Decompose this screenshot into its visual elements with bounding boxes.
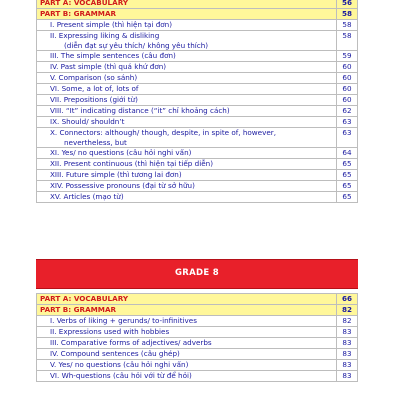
- entry-title: VII. Prepositions (giới từ): [50, 95, 138, 104]
- part-title: PART A: VOCABULARY: [40, 0, 129, 7]
- page-number: 63: [337, 117, 358, 128]
- toc-entry-cell: [37, 170, 337, 181]
- toc-entry-cell: [37, 192, 337, 203]
- entry-title: XIV. Possessive pronouns (đại từ sở hữu): [50, 181, 195, 190]
- page-number: 60: [337, 84, 358, 95]
- toc-entry-cell: [37, 316, 337, 327]
- toc-entry-cell: [37, 181, 337, 192]
- toc-entry-row: [37, 159, 358, 170]
- page-number: 64: [337, 148, 358, 159]
- toc-entry-cell: [37, 371, 337, 382]
- toc-entry-cell: [37, 31, 337, 51]
- toc-entry-cell: [37, 117, 337, 128]
- toc-entry-row: [37, 84, 358, 95]
- entry-title: I. Present simple (thì hiện tại đơn): [50, 20, 173, 29]
- page-number: 65: [337, 192, 358, 203]
- page-number: 56: [337, 0, 358, 9]
- page-number: 58: [337, 9, 358, 20]
- toc-entry-row: [37, 349, 358, 360]
- toc-entry-cell: [37, 294, 337, 305]
- page-number: 82: [337, 316, 358, 327]
- toc-entry-cell: [37, 95, 337, 106]
- toc-entry-row: [37, 170, 358, 181]
- toc-entry-row: [37, 20, 358, 31]
- entry-title: I. Verbs of liking + gerunds/ to-infinitives: [50, 316, 197, 325]
- toc-entry-cell: [37, 305, 337, 316]
- page-number: 83: [337, 338, 358, 349]
- page-number: 58: [337, 31, 358, 51]
- entry-subtitle: nevertheless, but: [64, 137, 127, 147]
- entry-subtitle: (diễn đạt sự yêu thích/ không yêu thích): [64, 40, 209, 50]
- page-number: 58: [337, 20, 358, 31]
- entry-title: XIII. Future simple (thì tương lai đơn): [50, 170, 182, 179]
- entry-title: V. Yes/ no questions (câu hỏi nghi vấn): [50, 360, 189, 369]
- page-number: 65: [337, 159, 358, 170]
- toc-entry-row: [37, 106, 358, 117]
- toc-table-grade-8: [36, 293, 358, 382]
- page-number: 59: [337, 51, 358, 62]
- toc-entry-cell: [37, 62, 337, 73]
- toc-entry-row: [37, 51, 358, 62]
- toc-entry-row: [37, 371, 358, 382]
- toc-entry-row: [37, 31, 358, 51]
- part-title: PART B: GRAMMAR: [40, 305, 117, 314]
- entry-title: II. Expressing liking & disliking: [50, 31, 160, 40]
- entry-title: V. Comparison (so sánh): [50, 73, 138, 82]
- part-title: PART B: GRAMMAR: [40, 9, 117, 18]
- toc-part-row: [37, 9, 358, 20]
- page-number: 60: [337, 95, 358, 106]
- toc-entry-row: [37, 327, 358, 338]
- toc-entry-row: [37, 73, 358, 84]
- toc-entry-cell: [37, 84, 337, 95]
- toc-entry-cell: [37, 349, 337, 360]
- toc-part-row: [37, 305, 358, 316]
- page-number: 83: [337, 360, 358, 371]
- entry-title: II. Expressions used with hobbies: [50, 327, 170, 336]
- entry-title: XI. Yes/ no questions (câu hỏi nghi vấn): [50, 148, 192, 157]
- page-number: 66: [337, 294, 358, 305]
- toc-entry-cell: [37, 148, 337, 159]
- entry-title: VI. Wh-questions (câu hỏi với từ để hỏi): [50, 371, 192, 380]
- entry-title: III. The simple sentences (câu đơn): [50, 51, 176, 60]
- toc-part-row: [37, 0, 358, 9]
- toc-entry-cell: [37, 128, 337, 148]
- toc-entry-cell: [37, 0, 337, 9]
- toc-entry-cell: [37, 106, 337, 117]
- entry-title: XV. Articles (mạo từ): [50, 192, 124, 201]
- entry-title: IX. Should/ shouldn’t: [50, 117, 125, 126]
- entry-title: VI. Some, a lot of, lots of: [50, 84, 139, 93]
- entry-title: IV. Compound sentences (câu ghép): [50, 349, 180, 358]
- grade-band: [36, 259, 358, 289]
- toc-entry-cell: [37, 51, 337, 62]
- toc-part-row: [37, 294, 358, 305]
- toc-entry-row: [37, 192, 358, 203]
- page-number: 62: [337, 106, 358, 117]
- toc-entry-row: [37, 95, 358, 106]
- toc-table-grade-7: [36, 0, 358, 203]
- entry-title: X. Connectors: although/ though, despite, in spite of, however,: [50, 128, 277, 137]
- toc-entry-cell: [37, 20, 337, 31]
- page-number: 83: [337, 371, 358, 382]
- page-number: 83: [337, 349, 358, 360]
- toc-entry-row: [37, 360, 358, 371]
- toc-entry-row: [37, 181, 358, 192]
- toc-entry-row: [37, 62, 358, 73]
- toc-entry-cell: [37, 360, 337, 371]
- page-number: 65: [337, 181, 358, 192]
- toc-entry-cell: [37, 73, 337, 84]
- page-number: 63: [337, 128, 358, 148]
- toc-entry-cell: [37, 327, 337, 338]
- part-title: PART A: VOCABULARY: [40, 294, 129, 303]
- page-number: 65: [337, 170, 358, 181]
- entry-title: VIII. “It” indicating distance (“it” chỉ khoảng cách): [50, 106, 230, 115]
- toc-entry-row: [37, 338, 358, 349]
- toc-entry-row: [37, 117, 358, 128]
- toc-entry-row: [37, 128, 358, 148]
- toc-entry-row: [37, 316, 358, 327]
- toc-entry-cell: [37, 159, 337, 170]
- toc-entry-row: [37, 148, 358, 159]
- page-number: 60: [337, 62, 358, 73]
- grade-title: GRADE 8: [175, 268, 219, 278]
- page-number: 60: [337, 73, 358, 84]
- page-number: 83: [337, 327, 358, 338]
- entry-title: III. Comparative forms of adjectives/ adverbs: [50, 338, 212, 347]
- page-number: 82: [337, 305, 358, 316]
- entry-title: XII. Present continuous (thì hiện tại tiếp diễn): [50, 159, 213, 168]
- entry-title: IV. Past simple (thì quá khứ đơn): [50, 62, 167, 71]
- toc-entry-cell: [37, 9, 337, 20]
- toc-entry-cell: [37, 338, 337, 349]
